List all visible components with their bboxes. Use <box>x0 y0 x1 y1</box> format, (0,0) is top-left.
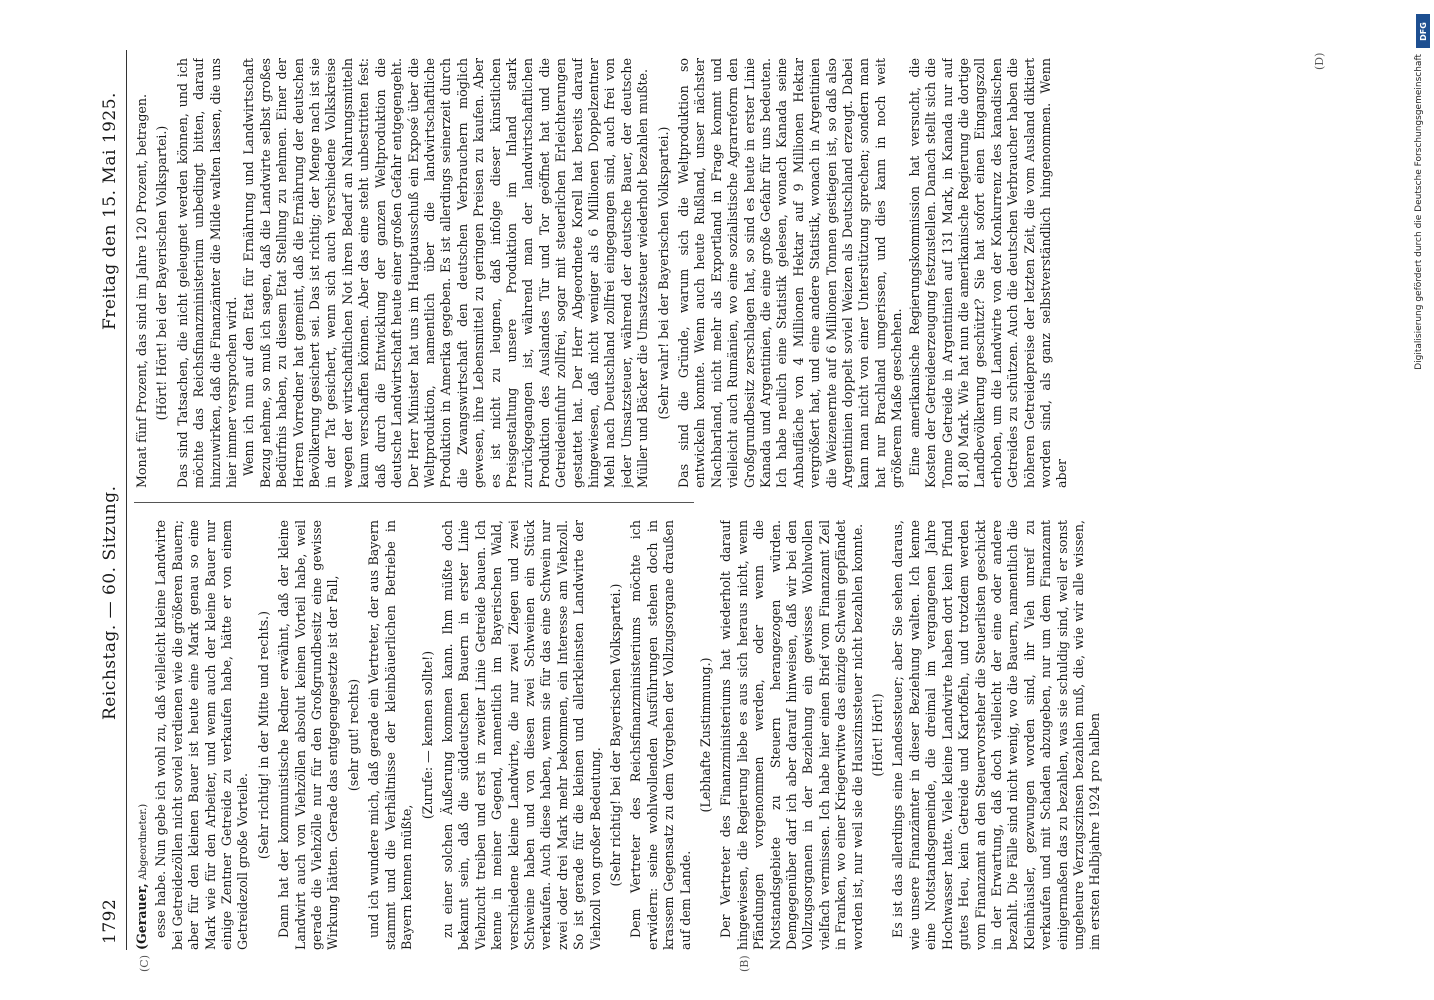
paragraph: Wenn ich nun auf den Etat für Ernährung und Landwirtschaft Bezug nehme, so muß ich sagen, daß die Landwirte selbst großes Bedürfnis haben, zu diesem Etat Stellung zu nehmen. Einer der Herren Vorredner hat gemeint, daß die Ernährung der deutschen Bevölkerung gesichert sei. Das ist richtig; der Menge nach ist sie in der Tat gesichert, wenn sich auch verschiedene Volkskreise wegen der wirtschaftlichen Not ihren Bedarf an Nahrungsmitteln kaum verschaffen können. Aber das eine steht unbestritten fest: daß durch die Entwicklung der ganzen Weltproduktion die deutsche Landwirtschaft heute einer großen Gefahr entgegengeht. Der Herr Minister hat uns im Hauptausschuß ein Exposé über die Weltproduktion, namentlich über die landwirtschaftliche Produktion in Amerika gegeben. Es ist allerdings seinerzeit durch die Zwangswirtschaft den deutschen Verbrauchern möglich gewesen, ihre Lebensmittel zu geringen Preisen zu kaufen. Aber es ist nicht zu leugnen, daß infolge dieser künstlichen Preisgestaltung unsere Produktion im Inland stark zurückgegangen ist, während man der landwirtschaftlichen Produktion des Auslandes Tür und Tor geöffnet hat und die Getreideeinfuhr zollfrei, sogar mit steuerlichen Erleichterungen gestattet hat. Der Herr Abgeordnete Korell hat bereits darauf hingewiesen, daß nicht weniger als 6 Millionen Doppelzentner Mehl nach Deutschland zollfrei eingegangen sind, auch frei von jeder Umsatzsteuer, während der deutsche Bauer, der deutsche Müller und Bäcker die Umsatzsteuer wiederholt bezahlen mußte. <box>241 58 651 488</box>
interjection: (Hört! Hört!) <box>870 693 886 777</box>
paragraph: Der Vertreter des Finanzministeriums hat wiederholt darauf hingewiesen, die Regierung liebe es aus sich heraus nicht, wenn Pfändungen vorgenommen werden, oder wenn die Notstandsgebiete zu Steuern herangezogen würden. Demgegenüber darf ich aber darauf hinweisen, daß wir bei den Vollzugsorganen in der Beziehung ein gewisses Wohlwollen vielfach vermissen. Ich habe hier einen Brief vom Finanzamt Zeil in Franken, wo einer Kriegerwitwe das einzige Schwein gepfändet worden ist, nur weil sie die Hauszinssteuer nicht bezahlen konnte. <box>718 520 865 950</box>
header-rule <box>126 50 127 950</box>
speaker-role: Abgeordneter.) <box>138 803 149 884</box>
margin-mark-c: (C) <box>138 955 151 972</box>
right-column <box>134 58 1324 488</box>
paragraph: Dann hat der kommunistische Redner erwähnt, daß der kleine Landwirt auch von Viehzöllen absolut keinen Vorteil habe, weil gerade die Viehzölle nur für den Großgrundbesitz eine gewisse Wirkung hätten. Gerade das entgegengesetzte ist der Fall, <box>276 520 341 950</box>
paragraph: Es ist das allerdings eine Landessteuer; aber Sie sehen daraus, wie unsere Finanzämter in dieser Beziehung walten. Ich kenne eine Notstandsgemeinde, die dreimal im vergangenen Jahre Hochwasser hatte. Viele kleine Landwirte haben dort kein Pfund gutes Heu, kein Getreide und Kartoffeln, und trotzdem werden vom Finanzamt an den Steuervorsteher die Steuerlisten geschickt in der Erwartung, daß doch vielleicht der eine oder andere bezahlt. Die Fälle sind nicht wenig, wo die Bauern, namentlich die Kleinhäusler, gezwungen worden sind, ihr Vieh unreif zu verkaufen und mit Schaden abzugeben, nur um dem Finanzamt einigermaßen das zu bezahlen, was sie schuldig sind, weil er sonst ungeheure Verzugszinsen bezahlen muß, die, wie wir alle wissen, im ersten Halbjahre 1924 pro halben <box>890 520 1103 950</box>
paragraph: Das sind die Gründe, warum sich die Weltproduktion so entwickeln konnte. Wenn auch heute Rußland, unser nächster Nachbarland, nicht mehr als Exportland in Frage kommt und vielleicht auch Rumänien, wo eine sozialistische Agrarreform den Großgrundbesitz zerschlagen hat, so sind es heute in erster Linie Kanada und Argentinien, die eine große Gefahr für uns bedeuten. Ich habe neulich eine Statistik gelesen, wonach Kanada seine Anbaufläche von 4 Millionen Hektar auf 9 Millionen Hektar vergrößert hat, und eine andere Statistik, wonach in Argentinien die Weizenernte auf 6 Millionen Tonnen gestiegen ist, so daß also Argentinien doppelt soviel Weizen als Deutschland erzeugt. Dabei kann man nicht von einer Unterstützung sprechen; sondern man hat nur Brachland umgerissen, und dies kann in noch weit größerem Maße geschehen. <box>676 58 905 488</box>
paragraph: Eine amerikanische Regierungskommission hat versucht, die Kosten der Getreideerzeugung festzustellen. Danach stellt sich die Tonne Getreide in Argentinien auf 131 Mark, in Kanada nur auf 81,80 Mark. Wie hat nun die amerikanische Regierung die dortige Landbevölkerung geschützt? Sie hat sofort einen Eingangszoll erhoben, um die Landwirte von der Konkurrenz des kanadischen Getreides zu schützen. Auch die deutschen Verbraucher haben die höheren Getreidepreise der letzten Zeit, die vom Ausland diktiert worden sind, als ganz selbstverständlich hingenommen. Wenn aber <box>906 58 1070 488</box>
interjection: (Hört! Hört! bei der Bayerischen Volkspartei.) <box>154 125 170 421</box>
page-number: 1792 <box>100 898 120 944</box>
margin-mark-d: (D) <box>1313 52 1326 70</box>
paragraph: esse habe. Nun gebe ich wohl zu, daß vielleicht kleine Landwirte bei Getreidezöllen nicht soviel verdienen wie die größeren Bauern; aber für den kleinen Bauer ist heute eine Mark genau so eine Mark wie für den Arbeiter, und wenn auch der kleine Bauer nur einige Zentner Getreide zu verkaufen habe, hätte er von einem Getreidezoll große Vorteile. <box>153 520 251 950</box>
page-content-rotated <box>98 50 1338 972</box>
interjection: (sehr gut! rechts) <box>345 678 361 792</box>
dfg-sidebar <box>1412 8 1434 988</box>
interjection: (Lebhafte Zustimmung.) <box>698 657 713 813</box>
margin-mark-b: (B) <box>738 955 751 972</box>
interjection: (Sehr richtig! bei der Bayerischen Volkspartei.) <box>607 583 623 887</box>
running-header <box>98 50 126 950</box>
paragraph: Das sind Tatsachen, die nicht geleugnet werden können, und ich möchte das Reichsfinanzministerium unbedingt bitten, darauf hinzuwirken, daß die Finanzämter die Milde walten lassen, die uns hier immer versprochen wird. <box>174 58 240 488</box>
header-date: Freitag den 15. Mai 1925. <box>100 92 120 330</box>
header-session: Reichstag. — 60. Sitzung. <box>100 485 120 720</box>
interjection: (Sehr richtig! in der Mitte und rechts.) <box>255 610 271 860</box>
column-divider <box>134 502 694 503</box>
interjection: (Sehr wahr! bei der Bayerischen Volkspartei.) <box>655 126 671 420</box>
dfg-notice: Digitalisierung gefördert durch die Deutsche Forschungsgemeinschaft <box>1414 54 1424 370</box>
paragraph: Monat fünf Prozent, das sind im Jahre 120 Prozent, betragen. <box>134 94 149 488</box>
speaker-name: (Gerauer, <box>134 883 149 950</box>
left-column <box>134 520 1324 950</box>
speaker-line <box>134 520 152 950</box>
paragraph: Dem Vertreter des Reichsfinanzministeriums möchte ich erwidern: seine wohlwollenden Ausführungen stehen doch in krassem Gegensatz zu dem Vorgehen der Vollzugsorgane draußen auf dem Lande. <box>628 520 693 950</box>
paragraph: zu einer solchen Äußerung kommen kann. Ihm müßte doch bekannt sein, daß die süddeutschen Bauern in erster Linie Viehzucht treiben und erst in zweiter Linie Getreide bauen. Ich kenne in meiner Gegend, namentlich im Bayerischen Wald, verschiedene kleine Landwirte, die nur zwei Ziegen und zwei Schweine haben und von diesen zwei Schweinen ein Stück verkaufen. Auch diese haben, wenn sie für das eine Schwein nur zwei oder drei Mark mehr bekommen, ein Interesse am Viehzoll. So ist gerade für die kleinen und allerkleinsten Landwirte der Viehzoll von großer Bedeutung. <box>439 520 603 950</box>
paragraph: und ich wundere mich, daß gerade ein Vertreter, der aus Bayern stammt und die Verhältnisse der kleinbäuerlichen Betriebe in Bayern kennen müßte, <box>366 520 415 950</box>
interjection: (Zurufe: — kennen sollte!) <box>419 650 435 820</box>
dfg-logo: DFG <box>1416 14 1430 48</box>
